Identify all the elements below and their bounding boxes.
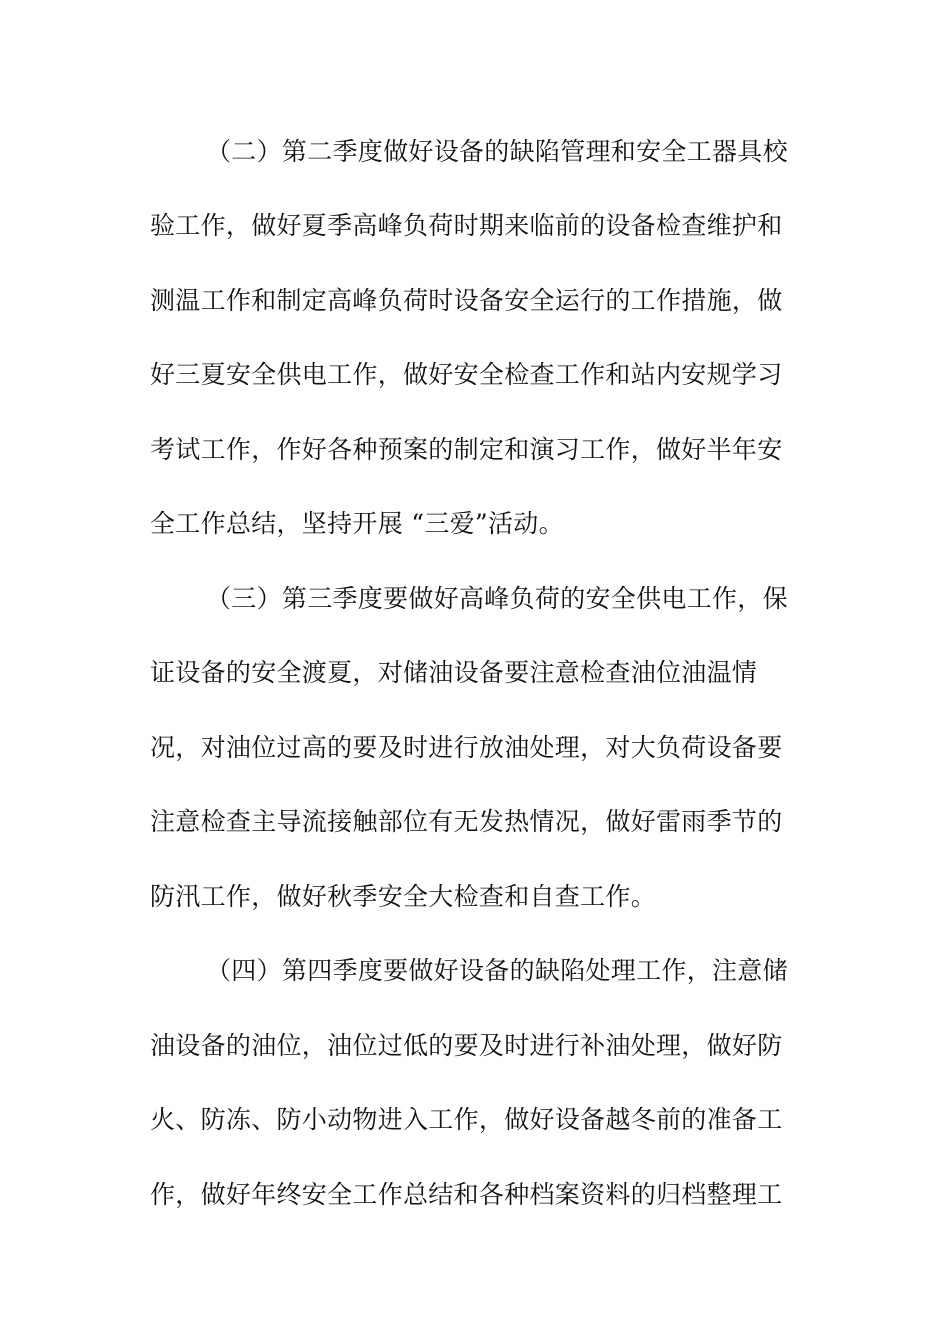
paragraph-2-line-6: 全工作总结，坚持开展 “三爱”活动。 <box>150 509 564 538</box>
paragraph-4-line-3: 火、防冻、防小动物进入工作，做好设备越冬前的准备工 <box>150 1105 783 1134</box>
paragraph-3-line-4: 注意检查主导流接触部位有无发热情况，做好雷雨季节的 <box>150 807 783 836</box>
paragraph-4-line-4: 作，做好年终安全工作总结和各种档案资料的归档整理工 <box>150 1180 783 1209</box>
paragraph-2-line-1: （二）第二季度做好设备的缺陷管理和安全工器具校 <box>206 137 788 166</box>
paragraph-2-line-5: 考试工作，作好各种预案的制定和演习工作，做好半年安 <box>150 435 783 464</box>
paragraph-3-line-2: 证设备的安全渡夏，对储油设备要注意检查油位油温情 <box>150 658 758 687</box>
paragraph-3-line-5: 防汛工作，做好秋季安全大检查和自查工作。 <box>150 882 657 911</box>
paragraph-3-line-1: （三）第三季度要做好高峰负荷的安全供电工作，保 <box>206 584 788 613</box>
paragraph-4-line-1: （四）第四季度要做好设备的缺陷处理工作，注意储 <box>206 956 788 985</box>
paragraph-2-line-2: 验工作，做好夏季高峰负荷时期来临前的设备检查维护和 <box>150 211 783 240</box>
paragraph-2-line-4: 好三夏安全供电工作，做好安全检查工作和站内安规学习 <box>150 360 783 389</box>
paragraph-3-line-3: 况，对油位过高的要及时进行放油处理，对大负荷设备要 <box>150 733 783 762</box>
paragraph-4-line-2: 油设备的油位，油位过低的要及时进行补油处理，做好防 <box>150 1031 783 1060</box>
paragraph-2-line-3: 测温工作和制定高峰负荷时设备安全运行的工作措施，做 <box>150 286 783 315</box>
